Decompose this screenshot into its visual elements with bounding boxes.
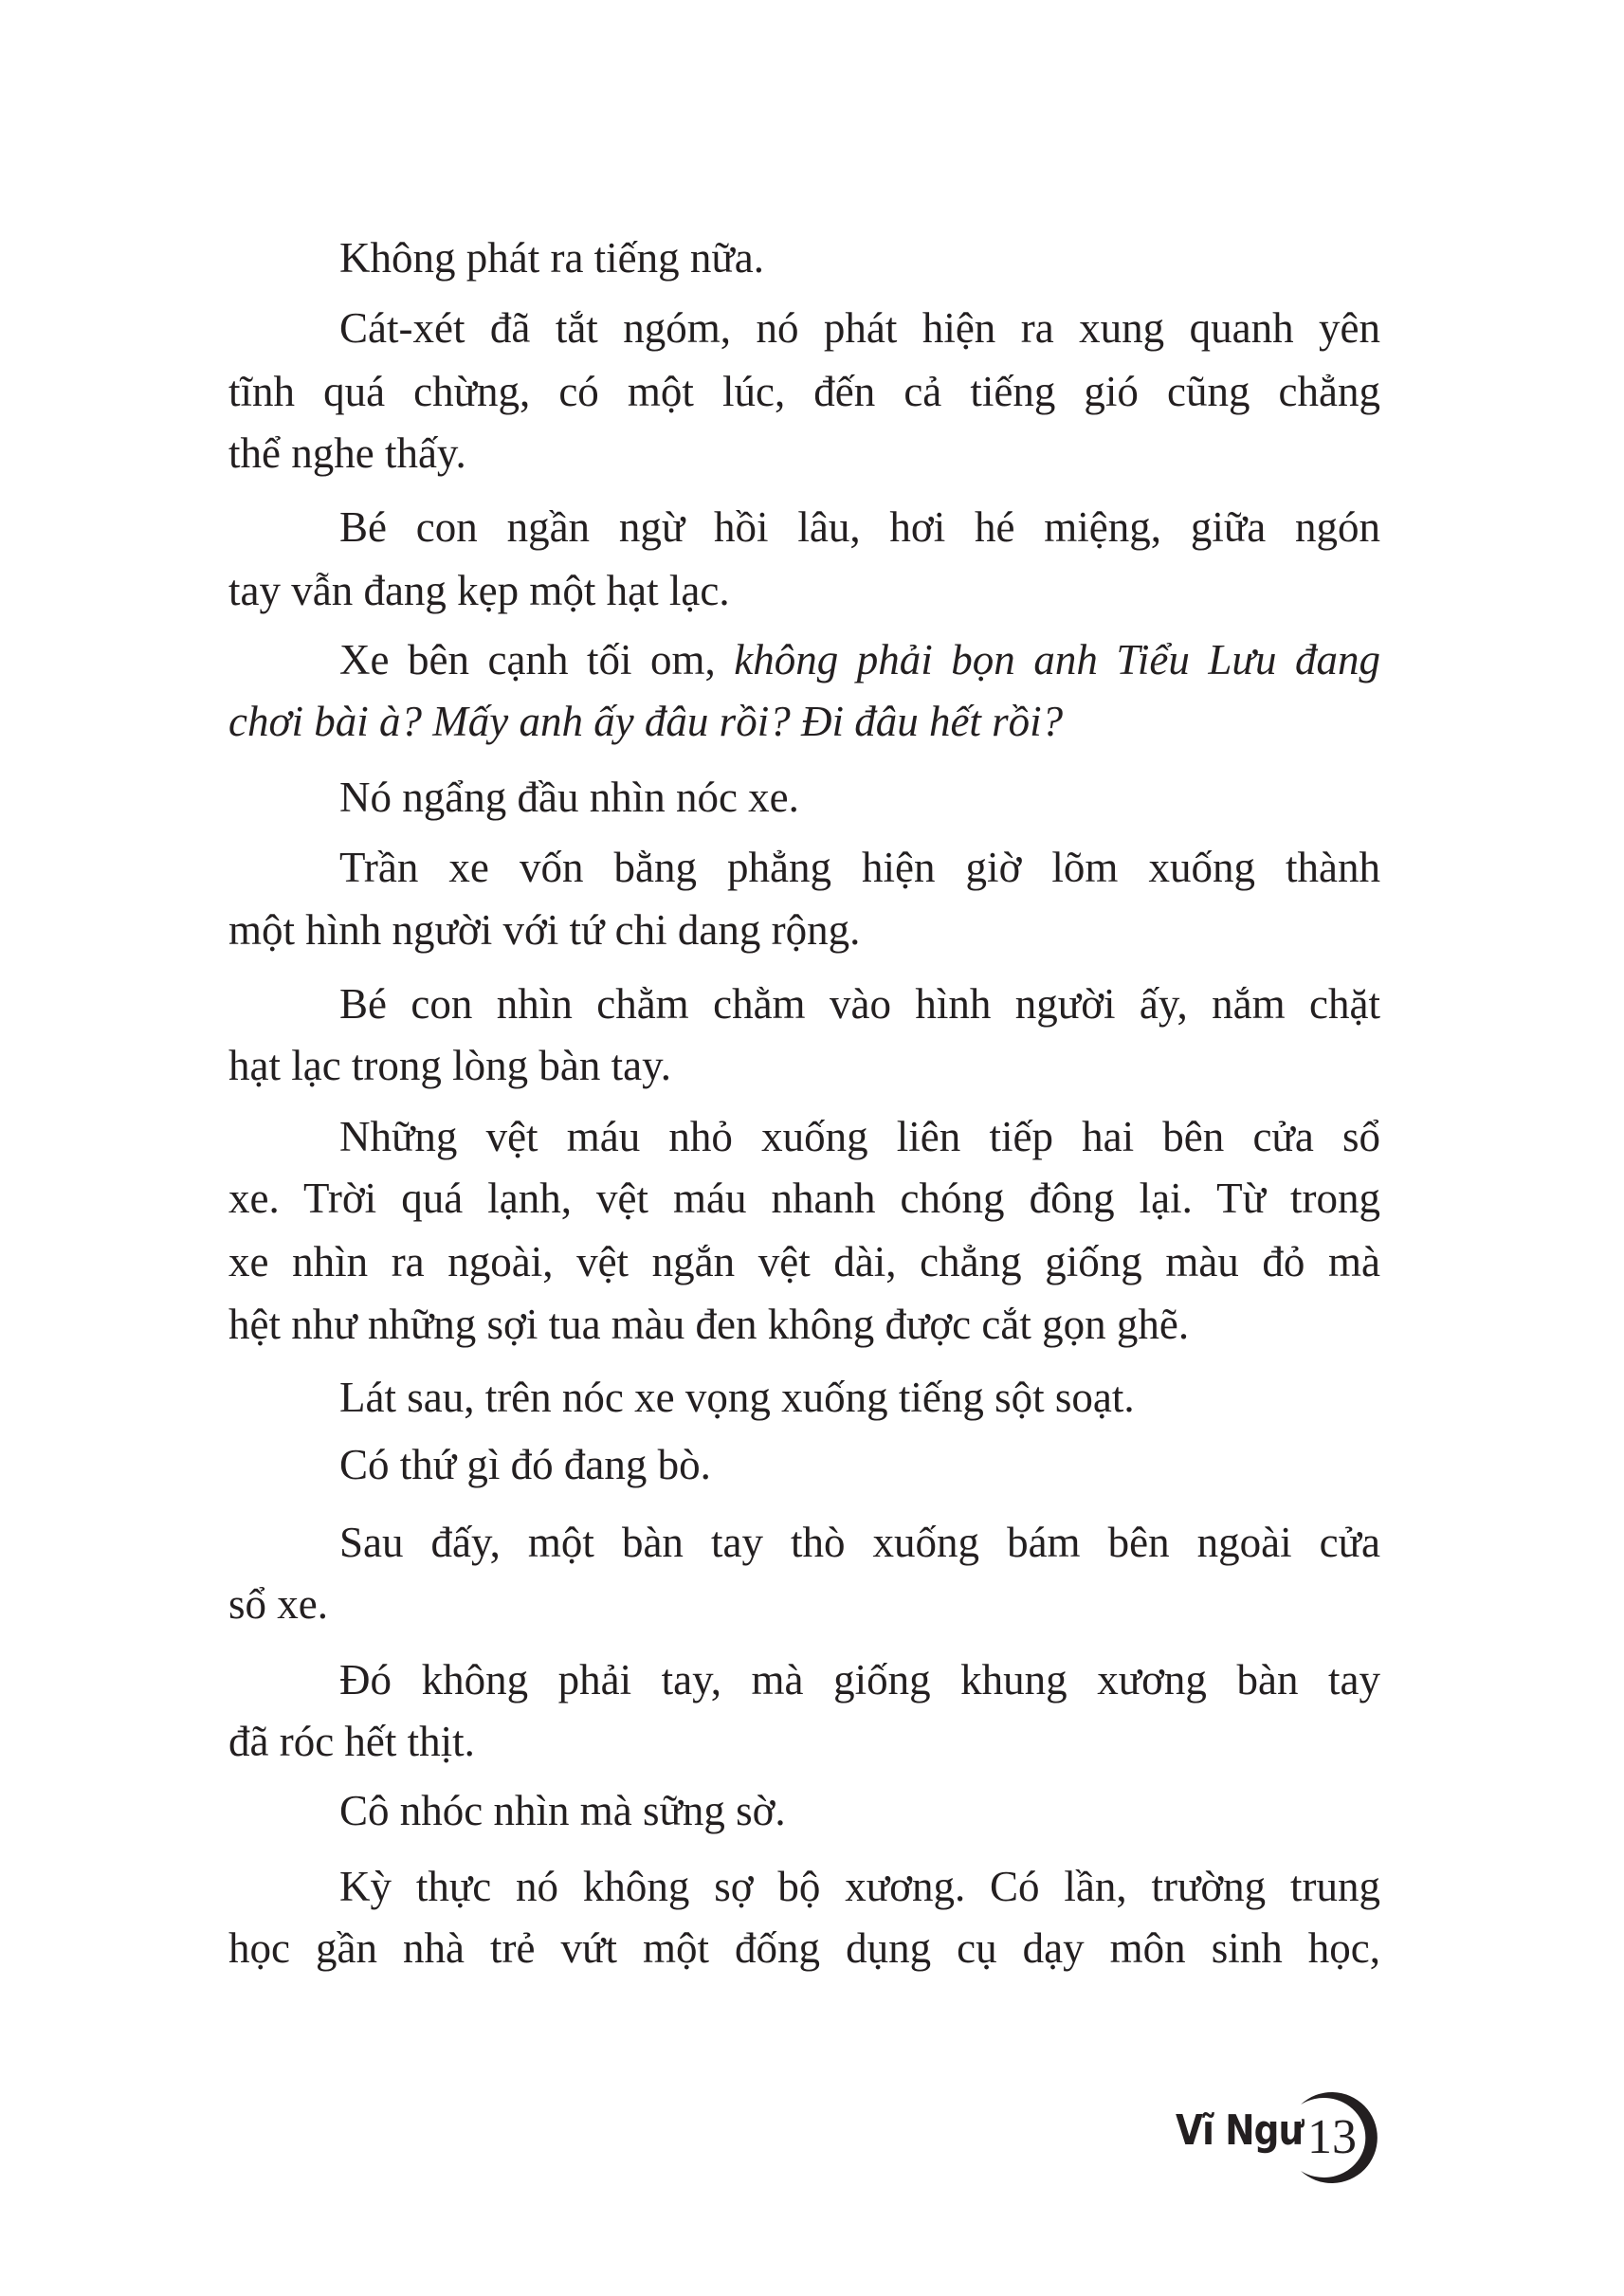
text-line: Kỳ thực nó không sợ bộ xương. Có lần, trường trung — [339, 1863, 1380, 1910]
text-line: Đó không phải tay, mà giống khung xương bàn tay — [339, 1656, 1380, 1704]
text-line: Cát-xét đã tắt ngóm, nó phát hiện ra xung quanh yên — [339, 304, 1380, 352]
text-line: hệt như những sợi tua màu đen không được cắt gọn ghẽ. — [228, 1301, 1190, 1348]
text-line: Những vệt máu nhỏ xuống liên tiếp hai bên cửa sổ — [339, 1113, 1380, 1160]
text-line: Bé con ngần ngừ hồi lâu, hơi hé miệng, giữa ngón — [339, 503, 1380, 551]
text-line: Lát sau, trên nóc xe vọng xuống tiếng sột soạt. — [339, 1374, 1135, 1421]
book-title-logo: Vĩ Ngư — [1176, 2106, 1304, 2155]
page-number: 13 — [1307, 2110, 1357, 2164]
text-line: tay vẫn đang kẹp một hạt lạc. — [228, 567, 730, 614]
text-line: thể nghe thấy. — [228, 429, 466, 477]
text-line: Không phát ra tiếng nữa. — [339, 234, 765, 282]
text-line: Trần xe vốn bằng phẳng hiện giờ lõm xuống thành — [339, 844, 1380, 891]
text-line: Cô nhóc nhìn mà sững sờ. — [339, 1787, 786, 1834]
text-line — [339, 631, 1380, 688]
text-line: Bé con nhìn chằm chằm vào hình người ấy, nắm chặt — [339, 980, 1380, 1028]
text-line: hạt lạc trong lòng bàn tay. — [228, 1042, 671, 1089]
text-line: xe. Trời quá lạnh, vệt máu nhanh chóng đông lại. Từ trong — [228, 1175, 1380, 1222]
text-line: một hình người với tứ chi dang rộng. — [228, 906, 861, 954]
text-line: học gần nhà trẻ vứt một đống dụng cụ dạy môn sinh học, — [228, 1924, 1380, 1972]
text-line — [228, 693, 1380, 750]
italic-thought: chơi bài à? Mấy anh ấy đâu rồi? Đi đâu hết rồi? — [228, 698, 1064, 745]
italic-thought: không phải bọn anh Tiểu Lưu đang — [734, 636, 1380, 683]
text-line: Có thứ gì đó đang bò. — [339, 1441, 711, 1488]
text-line: đã róc hết thịt. — [228, 1718, 475, 1765]
text-segment: Xe bên cạnh tối om, — [339, 636, 735, 683]
text-line: Nó ngẩng đầu nhìn nóc xe. — [339, 774, 799, 821]
text-line: sổ xe. — [228, 1580, 328, 1628]
text-line: tĩnh quá chừng, có một lúc, đến cả tiếng gió cũng chẳng — [228, 368, 1380, 415]
text-line: Sau đấy, một bàn tay thò xuống bám bên ngoài cửa — [339, 1519, 1380, 1566]
text-line: xe nhìn ra ngoài, vệt ngắn vệt dài, chẳng giống màu đỏ mà — [228, 1238, 1380, 1285]
